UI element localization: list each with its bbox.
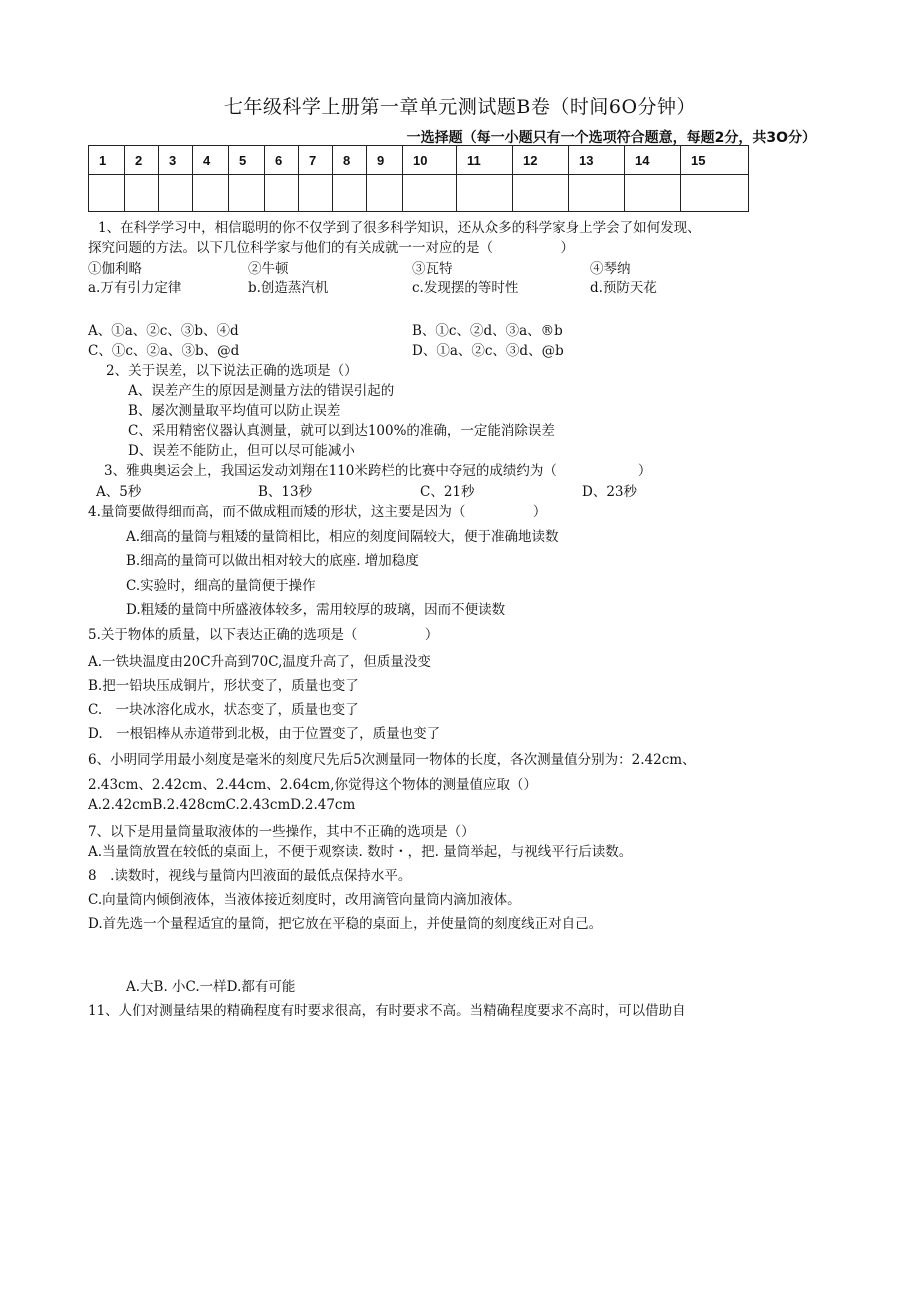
answer-number-cell: 4 [193,146,229,175]
q6-options: A.2.42cmB.2.428cmC.2.43cmD.2.47cm [88,797,356,813]
answer-number-cell: 6 [265,146,299,175]
q1-stem-line2: 探究问题的方法。以下几位科学家与他们的有关成就一一对应的是（ ） [88,240,574,256]
answer-blank-cell[interactable] [299,175,333,212]
q1-scientist-3: ③瓦特 [412,261,453,277]
q1-achievement-d: d.预防天花 [590,280,657,296]
answer-number-cell: 1 [89,146,125,175]
q1-scientist-2: ②牛顿 [248,261,289,277]
q3-stem: 3、雅典奥运会上，我国运发动刘翔在110米跨栏的比赛中夺冠的成绩约为（ ） [104,463,652,479]
q6-stem-line2: 2.43cm、2.42cm、2.44cm、2.64cm,你觉得这个物体的测量值应取（） [88,777,537,793]
q1-option-b: B、①c、②d、③a、®b [412,323,563,339]
q1-scientist-1: ①伽利略 [88,261,142,277]
answer-blank-cell[interactable] [125,175,159,212]
answer-blank-cell[interactable] [193,175,229,212]
page-title: 七年级科学上册第一章单元测试题B卷（时间6O分钟） [223,96,697,118]
answer-number-cell: 8 [333,146,367,175]
q1-option-c: C、①c、②a、③b、@d [88,343,240,359]
q5-option-a: A.一铁块温度由20C升高到70C,温度升高了，但质量没变 [88,654,431,670]
answer-number-cell: 14 [625,146,681,175]
q2-option-b: B、屡次测量取平均值可以防止误差 [128,403,341,419]
answer-number-cell: 11 [457,146,513,175]
q3-option-c: C、21秒 [420,484,475,500]
answer-blank-cell[interactable] [159,175,193,212]
q1-achievement-a: a.万有引力定律 [88,280,182,296]
q7-stem: 7、以下是用量筒量取液体的一些操作，其中不正确的选项是（） [88,824,475,840]
q1-achievement-b: b.创造蒸汽机 [248,280,329,296]
q3-option-d: D、23秒 [582,484,638,500]
q1-option-a: A、①a、②c、③b、④d [88,323,239,339]
q5-option-d: D. 一根铝棒从赤道带到北极，由于位置变了，质量也变了 [88,726,441,742]
q3-option-a: A、5秒 [96,484,142,500]
answer-number-cell: 13 [569,146,625,175]
q7-option-d: D.首先选一个量程适宜的量筒，把它放在平稳的桌面上，并使量筒的刻度线正对自己。 [88,916,603,932]
answer-number-cell: 10 [403,146,457,175]
answer-blank-cell[interactable] [229,175,265,212]
q5-option-c: C. 一块冰溶化成水，状态变了，质量也变了 [88,702,359,718]
answer-blank-cell[interactable] [333,175,367,212]
q7-option-c: C.向量筒内倾倒液体，当液体接近刻度时，改用滴管向量筒内滴加液体。 [88,892,521,908]
q10-options: A.大B. 小C.一样D.都有可能 [126,979,296,995]
q4-option-c: C.实验时，细高的量筒便于操作 [126,578,316,594]
answer-number-cell: 2 [125,146,159,175]
answer-blank-cell[interactable] [625,175,681,212]
q6-stem-line1: 6、小明同学用最小刻度是毫米的刻度尺先后5次测量同一物体的长度，各次测量值分别为：2.42cm、 [88,752,696,768]
q1-achievement-c: c.发现摆的等时性 [412,280,519,296]
section-instruction: 一选择题（每一小题只有一个选项符合题意，每题2分，共3O分） [406,130,816,146]
q5-stem: 5.关于物体的质量，以下表达正确的选项是（ ） [88,627,439,643]
answer-blank-cell[interactable] [681,175,749,212]
q5-option-b: B.把一铅块压成铜片，形状变了，质量也变了 [88,678,359,694]
answer-table-blank-row [89,175,749,212]
q4-stem: 4.量筒要做得细而高，而不做成粗而矮的形状，这主要是因为（ ） [88,504,547,520]
q2-option-a: A、误差产生的原因是测量方法的错误引起的 [128,383,395,399]
q1-scientist-4: ④琴纳 [590,261,631,277]
answer-number-cell: 3 [159,146,193,175]
q7-option-a: A.当量筒放置在较低的桌面上，不便于观察读. 数时・，把. 量筒举起，与视线平行后读数。 [88,844,633,860]
answer-blank-cell[interactable] [457,175,513,212]
answer-table [88,145,749,212]
q11-stem: 11、人们对测量结果的精确程度有时要求很高，有时要求不高。当精确程度要求不高时，可以借助自 [88,1003,686,1019]
q4-option-b: B.细高的量筒可以做出相对较大的底座. 增加稳度 [126,553,419,569]
q4-option-a: A.细高的量筒与粗矮的量筒相比，相应的刻度间隔较大，便于准确地读数 [126,529,559,545]
q1-option-d: D、①a、②c、③d、@b [412,343,564,359]
answer-blank-cell[interactable] [403,175,457,212]
answer-number-cell: 9 [367,146,403,175]
q2-option-d: D、误差不能防止，但可以尽可能减小 [128,443,355,459]
answer-blank-cell[interactable] [569,175,625,212]
answer-number-cell: 7 [299,146,333,175]
q7-option-b: 8 .读数时，视线与量筒内凹液面的最低点保持水平。 [88,868,412,884]
answer-blank-cell[interactable] [265,175,299,212]
answer-number-cell: 5 [229,146,265,175]
answer-table-header-row [89,146,749,175]
q2-option-c: C、采用精密仪器认真测量，就可以到达100%的准确，一定能消除误差 [128,423,555,439]
answer-number-cell: 12 [513,146,569,175]
q1-stem-line1: 1、在科学学习中，相信聪明的你不仅学到了很多科学知识，还从众多的科学家身上学会了如何发现、 [98,220,701,236]
q3-option-b: B、13秒 [258,484,313,500]
answer-blank-cell[interactable] [89,175,125,212]
q4-option-d: D.粗矮的量筒中所盛液体较多，需用较厚的玻璃，因而不便读数 [126,602,506,618]
q2-stem: 2、关于误差，以下说法正确的选项是（） [106,363,358,379]
answer-blank-cell[interactable] [513,175,569,212]
answer-number-cell: 15 [681,146,749,175]
answer-blank-cell[interactable] [367,175,403,212]
